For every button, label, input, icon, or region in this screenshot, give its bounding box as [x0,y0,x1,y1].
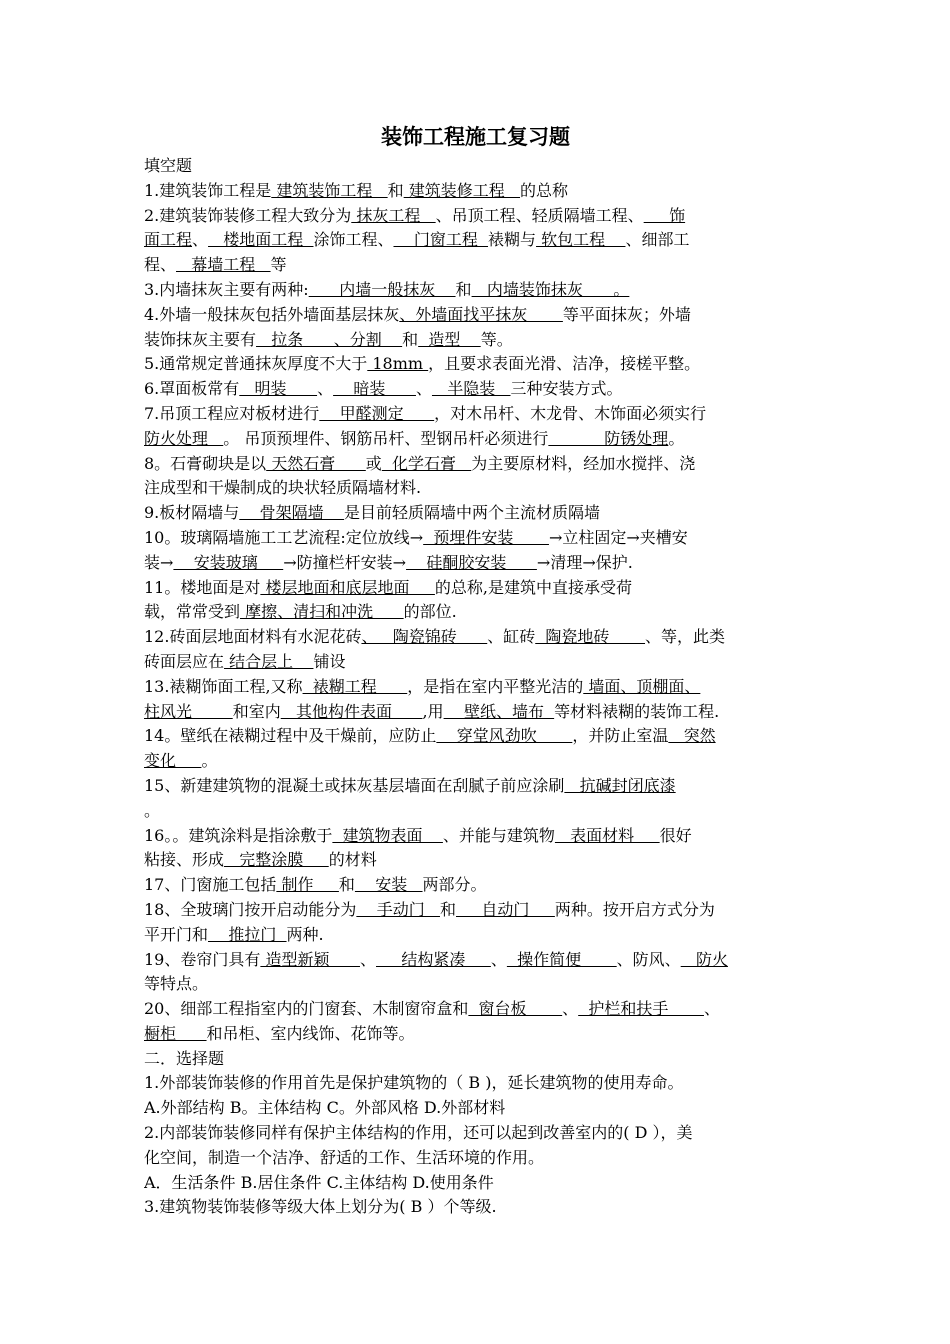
question-text: 是目前轻质隔墙中两个主流材质隔墙 [343,503,600,523]
question-text: 、等，此类 [645,627,726,647]
answer-blank: 半隐装 [431,379,511,399]
question-text: 、 [490,949,507,969]
text-line [144,1121,807,1146]
question-text: 的总称,是建筑中直接承受荷 [434,577,632,597]
question-text: 和 [439,899,456,919]
text-line [144,824,807,849]
answer-blank: 制作 [276,875,339,895]
question-text: A.外部结构 B。主体结构 C。外部风格 D.外部材料 [144,1098,506,1118]
answer-blank: 楼地面工程 [208,230,314,250]
question-text: 等平面抹灰；外墙 [562,304,691,324]
answer-blank: 抹灰工程 [351,205,436,225]
answer-blank: 表面材料 [554,825,660,845]
answer-blank: 陶瓷地砖 [535,627,646,647]
question-text: 、吊顶工程、轻质隔墙工程、 [435,205,644,225]
text-line [144,1022,807,1047]
answer-blank: 安装 [354,875,423,895]
answer-blank: 柱风光 [144,701,233,721]
question-text: →防撞栏杆安装→ [283,552,407,572]
text-line [144,204,807,229]
document-title: 装饰工程施工复习题 [381,125,570,149]
text-line [144,352,807,377]
question-text: 14。壁纸在裱糊过程中及干燥前，应防止 [144,726,437,746]
text-line [144,576,807,601]
answer-blank: 天然石膏 [266,453,366,473]
question-text: 、 [192,230,209,250]
question-text: 1.外部装饰装修的作用首先是保护建筑物的（ B )，延长建筑物的使用寿命。 [144,1073,684,1093]
question-text: 平开门和 [144,924,209,944]
answer-blank: 化学石膏 [381,453,472,473]
answer-blank: 建筑装修工程 [403,180,521,200]
question-text: 18、全玻璃门按开启动能分为 [144,899,357,919]
answer-blank: 摩擦、清扫和冲洗 [240,602,404,622]
answer-blank: 甲醛测定 [319,403,435,423]
answer-blank: 结合层上 [224,651,314,671]
question-text: 、防风、 [616,949,681,969]
text-line [144,848,807,873]
text-line [144,1047,807,1072]
question-text: 7.吊顶工程应对板材进行 [144,403,320,423]
answer-blank: 防火 [680,949,728,969]
answer-blank: 建筑装饰工程 [271,180,388,200]
question-text: 涂饰工程、 [313,230,394,250]
answer-blank: 造型新颖 [260,949,360,969]
answer-blank: 推拉门 [208,924,287,944]
answer-blank: 、外墙面找平抹灰 [399,304,563,324]
text-line [144,724,807,749]
question-text: 4.外墙一般抹灰包括外墙面基层抹灰 [144,304,400,324]
question-text: 装→ [144,552,174,572]
answer-blank: 操作简便 [506,949,617,969]
text-line [144,625,807,650]
text-line [144,402,807,427]
question-text: 两种。按开启方式分为 [554,899,715,919]
text-line [144,873,807,898]
question-text: 16。。建筑涂料是指涂敷于 [144,825,333,845]
text-line [144,774,807,799]
question-text: 和 [387,180,404,200]
text-line [144,377,807,402]
question-text: 。 [201,751,218,771]
question-text: 11。楼地面是对 [144,577,261,597]
text-line [144,749,807,774]
text-line [144,1171,807,1196]
question-text: 很好 [659,825,692,845]
answer-blank: 防锈处理 [548,428,669,448]
question-text: 裱糊与 [488,230,537,250]
text-line [144,179,807,204]
question-text: 9.板材隔墙与 [144,503,240,523]
answer-blank: 硅酮胶安装 [406,552,537,572]
answer-blank: 窗台板 [468,999,563,1019]
question-text: 。 吊顶预埋件、钢筋吊杆、型钢吊杆必须进行 [223,428,549,448]
question-text: 注成型和干燥制成的块状轻质隔墙材料. [144,478,422,498]
question-text: 15、新建建筑物的混凝土或抹灰基层墙面在刮腻子前应涂刷 [144,775,565,795]
question-text: 等。 [480,329,513,349]
text-line [144,1096,807,1121]
question-text: 、细部工 [625,230,690,250]
question-text: ,用 [422,701,444,721]
answer-blank: 壁纸、墙布 [443,701,555,721]
question-text: 等材料裱糊的装饰工程. [554,701,720,721]
text-line [144,923,807,948]
question-text: 和 [338,875,355,895]
question-text: 10。玻璃隔墙施工工艺流程:定位放线→ [144,527,424,547]
question-text: 和吊柜、室内线饰、花饰等。 [206,1023,415,1043]
text-line [144,600,807,625]
answer-blank: 抗碱封闭底漆 [564,775,676,795]
text-line [144,303,807,328]
answer-blank: 自动门 [456,899,555,919]
question-text: 3.建筑物装饰装修等级大体上划分为( B ）个等级. [144,1197,497,1217]
answer-blank: 安装玻璃 [173,552,284,572]
answer-blank: 楼层地面和底层地面 [260,577,435,597]
answer-blank: 造型 [418,329,481,349]
question-text: 的部位. [403,602,457,622]
question-text: 等 [270,255,287,275]
question-text: 、 [359,949,376,969]
text-line [144,1146,807,1171]
text-line [144,650,807,675]
question-text: 或 [365,453,382,473]
text-line [144,898,807,923]
answer-blank: 裱糊工程 [302,676,408,696]
text-line [144,551,807,576]
answer-blank: 内墙一般抹灰 [308,279,456,299]
question-text: 和室内 [232,701,281,721]
question-text: →清理→保护. [536,552,633,572]
answer-blank: 幕墙工程 [176,255,271,275]
text-line [144,972,807,997]
answer-blank: 穿堂风劲吹 [436,726,573,746]
question-text: 5.通常规定普通抹灰厚度不大于 [144,354,368,374]
question-text: 装饰抹灰主要有 [144,329,257,349]
question-text: 、 [562,999,579,1019]
question-text: 17、门窗施工包括 [144,875,277,895]
answer-blank: 结构紧凑 [376,949,491,969]
question-text: 3.内墙抹灰主要有两种: [144,279,309,299]
question-text: →立柱固定→夹槽安 [548,527,688,547]
question-text: 20、细部工程指室内的门窗套、木制窗帘盒和 [144,999,469,1019]
question-text: 2.内部装饰装修同样有保护主体结构的作用，还可以起到改善室内的( D ），美 [144,1123,693,1143]
question-text: 的材料 [328,850,377,870]
question-text: 。 [144,800,161,820]
answer-blank: 门窗工程 [393,230,489,250]
question-text: 铺设 [313,651,346,671]
answer-blank: 明装 [239,379,318,399]
text-line [144,1195,807,1220]
answer-blank: 变化 [144,751,202,771]
question-text: 三种安装方式。 [510,379,623,399]
question-text: 二．选择题 [144,1048,225,1068]
text-line [144,526,807,551]
question-text: 和 [455,279,472,299]
question-text: 2.建筑装饰装修工程大致分为 [144,205,352,225]
answer-blank: 护栏和扶手 [578,999,704,1019]
question-text: 。 [668,428,685,448]
question-text: 19、卷帘门具有 [144,949,261,969]
question-text: 、并能与建筑物 [442,825,555,845]
text-line [144,700,807,725]
answer-blank: 暗装 [333,379,416,399]
document-page [144,120,807,1220]
answer-blank: 面工程 [144,230,193,250]
question-text: 、缸砖 [487,627,536,647]
text-line [144,228,807,253]
answer-blank: 其他构件表面 [280,701,423,721]
question-text: A．生活条件 B.居住条件 C.主体结构 D.使用条件 [144,1172,494,1192]
answer-blank: 拉条 、分割 [256,329,403,349]
question-text: ，对木吊杆、木龙骨、木饰面必须实行 [434,403,707,423]
text-line [144,675,807,700]
answer-blank: 突然 [668,726,716,746]
answer-blank: 18mm [367,354,429,374]
answer-blank: 橱柜 [144,1023,207,1043]
question-text: 程、 [144,255,177,275]
answer-blank: 防火处理 [144,428,224,448]
answer-blank: 墙面、顶棚面、 [583,676,701,696]
text-line [144,948,807,973]
question-text: 13.裱糊饰面工程,又称 [144,676,303,696]
text-line [144,278,807,303]
question-text: 、 [703,999,720,1019]
text-line [144,328,807,353]
question-text: ，且要求表面光滑、洁净，接槎平整。 [428,354,701,374]
question-text: 、 [415,379,432,399]
answer-blank: 饰 [643,205,686,225]
text-line [144,799,807,824]
answer-blank: 完整涂膜 [224,850,329,870]
answer-blank: 预埋件安装 [423,527,549,547]
question-text: 和 [402,329,419,349]
answer-blank: 建筑物表面 [332,825,443,845]
text-line [144,427,807,452]
question-text: 为主要原材料，经加水搅拌、浇 [471,453,696,473]
text-line [144,452,807,477]
question-text: 载，常常受到 [144,602,241,622]
question-text: 两部分。 [422,875,487,895]
question-text: 的总称 [520,180,569,200]
text-line [144,501,807,526]
answer-blank: 手动门 [356,899,440,919]
text-line [144,1071,807,1096]
question-text: 粘接、形成 [144,850,225,870]
answer-blank: 、 陶瓷锦砖 [361,627,488,647]
question-text: 等特点。 [144,974,209,994]
question-text: 6.罩面板常有 [144,379,240,399]
question-text: ，并防止室温 [572,726,669,746]
question-list [144,179,807,1220]
question-text: 化空间，制造一个洁净、舒适的工作、生活环境的作用。 [144,1147,545,1167]
question-text: 、 [317,379,334,399]
question-text: 12.砖面层地面材料有水泥花砖 [144,627,362,647]
answer-blank: 骨架隔墙 [239,503,344,523]
section-heading-fill-blank: 填空题 [144,156,193,175]
answer-blank: 软包工程 [536,230,626,250]
question-text: 砖面层应在 [144,651,225,671]
text-line [144,476,807,501]
text-line [144,253,807,278]
question-text: 两种. [286,924,324,944]
question-text: ，是指在室内平整光洁的 [407,676,584,696]
answer-blank: 内墙装饰抹灰 。 [471,279,630,299]
question-text: 8。石膏砌块是以 [144,453,267,473]
question-text: 1.建筑装饰工程是 [144,180,272,200]
text-line [144,997,807,1022]
